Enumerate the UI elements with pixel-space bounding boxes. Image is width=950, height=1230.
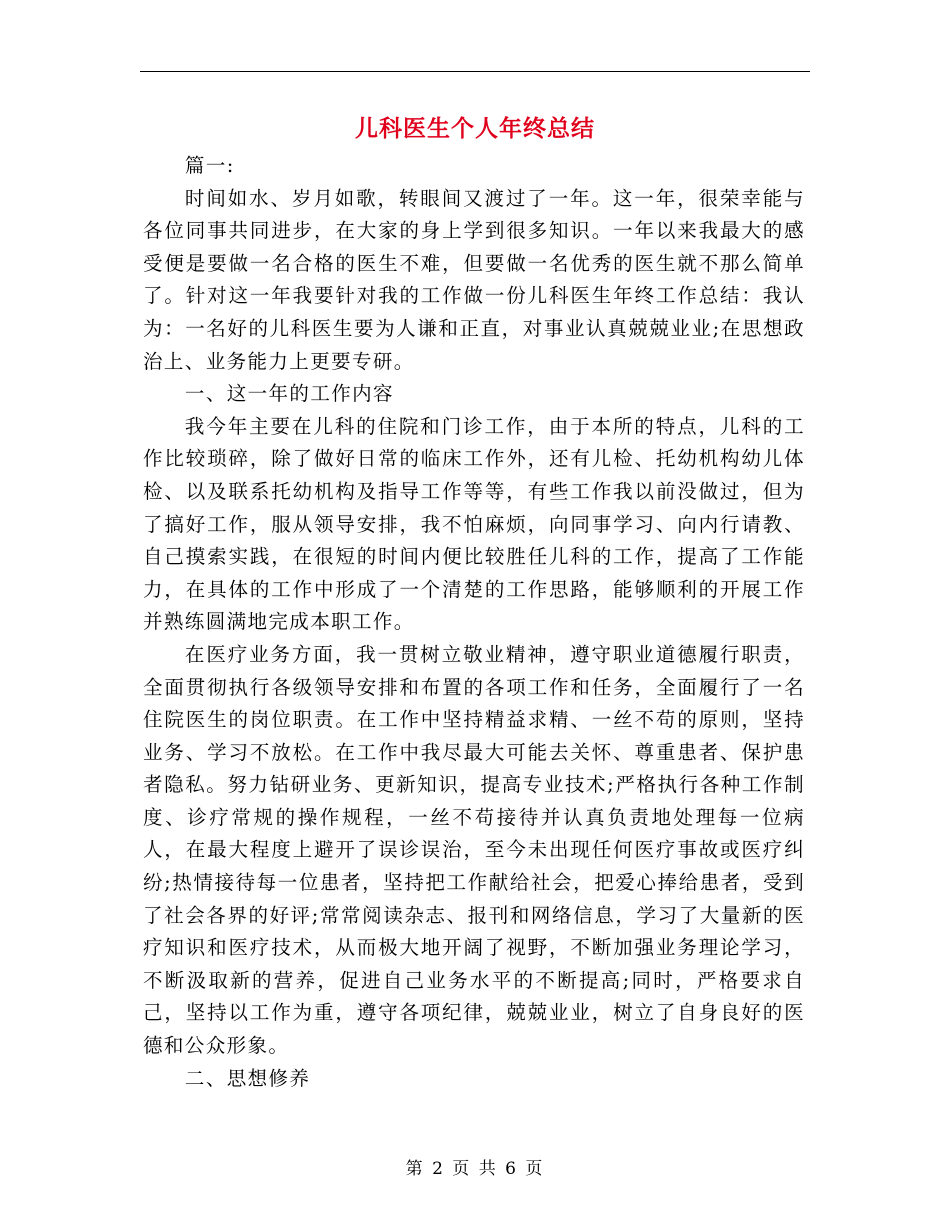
document-body [143, 150, 805, 1095]
section-label: 篇一: [184, 154, 235, 177]
paragraph-intro: 时间如水、岁月如歌，转眼间又渡过了一年。这一年，很荣幸能与各位同事共同进步，在大家的身上学到很多知识。一年以来我最大的感受便是要做一名合格的医生不难，但要做一名优秀的医生就不那么简单了。针对这一年我要针对我的工作做一份儿科医生年终工作总结：我认为：一名好的儿科医生要为人谦和正直，对事业认真兢兢业业;在思想政治上、业务能力上更要专研。 [143, 186, 805, 373]
paragraph-work-content: 我今年主要在儿科的住院和门诊工作，由于本所的特点，儿科的工作比较琐碎，除了做好日常的临床工作外，还有儿检、托幼机构幼儿体检、以及联系托幼机构及指导工作等等，有些工作我以前没做过，但为了搞好工作，服从领导安排，我不怕麻烦，向同事学习、向内行请教、自己摸索实践，在很短的时间内便比较胜任儿科的工作，提高了工作能力，在具体的工作中形成了一个清楚的工作思路，能够顺利的开展工作并熟练圆满地完成本职工作。 [143, 414, 805, 634]
paragraph-medical-work: 在医疗业务方面，我一贯树立敬业精神，遵守职业道德履行职责，全面贯彻执行各级领导安排和布置的各项工作和任务，全面履行了一名住院医生的岗位职责。在工作中坚持精益求精、一丝不苟的原则，坚持业务、学习不放松。在工作中我尽最大可能去关怀、尊重患者、保护患者隐私。努力钻研业务、更新知识，提高专业技术;严格执行各种工作制度、诊疗常规的操作规程，一丝不苟接待并认真负责地处理每一位病人，在最大程度上避开了误诊误治，至今未出现任何医疗事故或医疗纠纷;热情接待每一位患者，坚持把工作献给社会，把爱心捧给患者，受到了社会各界的好评;常常阅读杂志、报刊和网络信息，学习了大量新的医疗知识和医疗技术，从而极大地开阔了视野，不断加强业务理论学习，不断汲取新的营养，促进自己业务水平的不断提高;同时，严格要求自己，坚持以工作为重，遵守各项纪律，兢兢业业，树立了自身良好的医德和公众形象。 [143, 642, 805, 1058]
document-title: 儿科医生个人年终总结 [355, 115, 595, 142]
page-number-footer: 第 2 页 共 6 页 [405, 1159, 545, 1179]
heading-work-content: 一、这一年的工作内容 [184, 382, 394, 406]
heading-ideology: 二、思想修养 [184, 1066, 311, 1090]
header-rule [140, 71, 810, 72]
